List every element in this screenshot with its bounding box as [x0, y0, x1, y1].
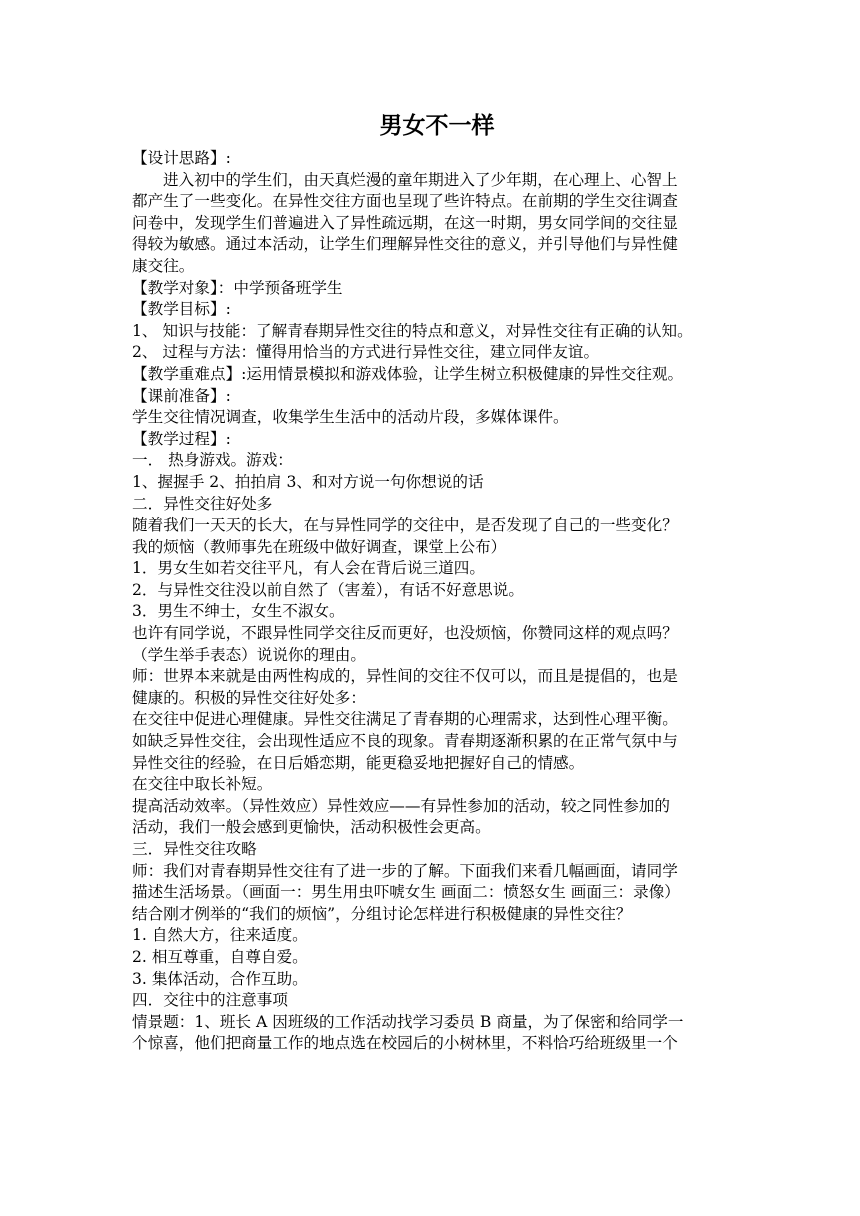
text-line: 【教学目标】: [132, 300, 231, 319]
text-line: 三．异性交往攻略 [132, 840, 257, 858]
text-line: 1、 知识与技能：了解青春期异性交往的特点和意义，对异性交往有正确的认知。 [132, 321, 693, 340]
text-line: （学生举手表态）说说你的理由。 [132, 645, 366, 664]
text-line: 二．异性交往好处多 [132, 494, 273, 513]
text-line: 1、握握手 2、拍拍肩 3、和对方说一句你想说的话 [132, 472, 484, 491]
text-line: 师：我们对青春期异性交往有了进一步的了解。下面我们来看几幅画面，请同学 [132, 861, 678, 880]
text-line: 也许有同学说，不跟异性同学交往反而更好，也没烦恼，你赞同这样的观点吗？ [132, 624, 678, 643]
text-line: 个惊喜，他们把商量工作的地点选在校园后的小树林里，不料恰巧给班级里一个 [132, 1034, 678, 1053]
text-line: 1. 自然大方，往来适度。 [132, 926, 308, 945]
text-line: 如缺乏异性交往，会出现性适应不良的现象。青春期逐渐积累的在正常气氛中与 [132, 732, 678, 751]
text-line: 问卷中，发现学生们普遍进入了异性疏远期，在这一时期，男女同学间的交往显 [132, 213, 678, 232]
text-line: 【教学过程】: [132, 429, 231, 448]
text-line: 描述生活场景。（画面一：男生用虫吓唬女生 画面二：愤怒女生 画面三：录像） [132, 883, 680, 902]
text-line: 在交往中取长补短。 [132, 775, 273, 794]
text-line: 【教学对象】：中学预备班学生 [132, 278, 343, 297]
text-line: 2．与异性交往没以前自然了（害羞），有话不好意思说。 [132, 580, 524, 599]
text-line: 提高活动效率。（异性效应）异性效应——有异性参加的活动，较之同性参加的 [132, 796, 670, 815]
text-line: 3．男生不绅士，女生不淑女。 [132, 602, 345, 621]
text-line: 结合刚才例举的“我们的烦恼”，分组讨论怎样进行积极健康的异性交往？ [132, 904, 632, 923]
text-line: 情景题：1、班长 A 因班级的工作活动找学习委员 B 商量，为了保密和给同学一 [132, 1012, 684, 1031]
text-line: 都产生了一些变化。在异性交往方面也呈现了些许特点。在前期的学生交往调查 [132, 192, 678, 211]
text-line: 【课前准备】: [132, 386, 231, 405]
document-body [132, 148, 742, 1055]
text-line: 活动，我们一般会感到更愉快，活动积极性会更高。 [132, 818, 491, 837]
text-line: 在交往中促进心理健康。异性交往满足了青春期的心理需求，达到性心理平衡。 [132, 710, 678, 729]
text-line: 2. 相互尊重，自尊自爱。 [132, 947, 308, 966]
text-line: 2、 过程与方法：懂得用恰当的方式进行异性交往，建立同伴友谊。 [132, 343, 600, 362]
text-line: 【设计思路】: [132, 149, 231, 167]
text-line: 3. 集体活动，合作互助。 [132, 969, 308, 988]
text-line: 健康的。积极的异性交往好处多： [132, 688, 366, 707]
text-line: 随着我们一天天的长大，在与异性同学的交往中，是否发现了自己的一些变化？ [132, 516, 678, 535]
text-line: 一． 热身游戏。游戏： [132, 451, 293, 470]
text-line: 异性交往的经验，在日后婚恋期，能更稳妥地把握好自己的情感。 [132, 753, 585, 772]
text-line: 师：世界本来就是由两性构成的，异性间的交往不仅可以，而且是提倡的，也是 [132, 667, 678, 686]
text-line: 四．交往中的注意事项 [132, 991, 288, 1010]
text-line: 康交往。 [132, 256, 195, 275]
text-line: 进入初中的学生们，由天真烂漫的童年期进入了少年期，在心理上、心智上 [163, 170, 678, 189]
text-line: 学生交往情况调查，收集学生生活中的活动片段，多媒体课件。 [132, 408, 569, 427]
text-line: 我的烦恼（教师事先在班级中做好调查，课堂上公布） [132, 537, 507, 556]
document-title: 男女不一样 [379, 112, 495, 139]
text-line: 【教学重难点】:运用情景模拟和游戏体验，让学生树立积极健康的异性交往观。 [132, 364, 684, 383]
text-line: 得较为敏感。通过本活动，让学生们理解异性交往的意义，并引导他们与异性健 [132, 235, 678, 254]
text-line: 1．男女生如若交往平凡，有人会在背后说三道四。 [132, 559, 485, 578]
